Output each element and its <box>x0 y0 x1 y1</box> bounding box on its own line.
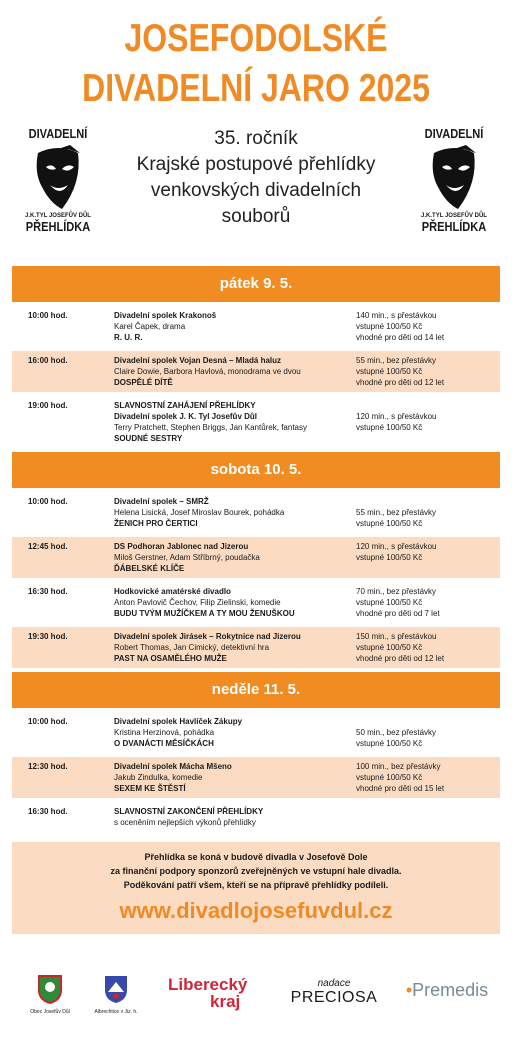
event-info-line: vstupné 100/50 Kč <box>356 773 423 782</box>
event-row <box>12 492 500 533</box>
logo-bottom-text: PŘEHLÍDKA <box>421 219 487 234</box>
day-band-sunday: neděle 11. 5. <box>12 672 500 708</box>
festival-logo-right <box>412 126 496 256</box>
event-time: 10:00 hod. <box>28 717 68 726</box>
event-group: Divadelní spolek Krakonoš <box>114 311 217 320</box>
event-time: 12:45 hod. <box>28 542 68 551</box>
event-time: 19:00 hod. <box>28 401 68 410</box>
event-row <box>12 306 500 347</box>
event-details <box>114 400 356 444</box>
event-play: SEXEM KE ŠTĚSTÍ <box>114 784 186 793</box>
event-play: ĎÁBELSKÉ KLÍČE <box>114 564 185 573</box>
event-details <box>114 496 356 529</box>
event-credit: Helena Lisická, Josef Miroslav Bourek, pohádka <box>114 508 285 517</box>
event-play: DOSPĚLÉ DÍTĚ <box>114 378 173 387</box>
theatre-mask-icon <box>28 143 88 213</box>
event-info-line <box>356 400 476 411</box>
intro-line-4: souborů <box>221 206 291 227</box>
event-info <box>356 541 476 574</box>
event-time: 12:30 hod. <box>28 762 68 771</box>
logo-top-text: DIVADELNÍ <box>28 126 88 141</box>
event-info-line: vstupné 100/50 Kč <box>356 553 423 562</box>
event-time: 19:30 hod. <box>28 632 68 641</box>
sponsor-label: Liberecký <box>168 975 248 994</box>
sponsor-premedis <box>402 980 492 1001</box>
event-play: O DVANÁCTI MĚSÍČKÁCH <box>114 739 214 748</box>
event-info <box>356 806 476 828</box>
theatre-mask-icon <box>424 143 484 213</box>
event-info <box>356 761 476 794</box>
event-time: 16:30 hod. <box>28 807 68 816</box>
sponsor-josefuv-dul <box>20 974 80 1015</box>
event-row <box>12 582 500 623</box>
event-time: 10:00 hod. <box>28 497 68 506</box>
event-details <box>114 355 356 388</box>
event-credit: Karel Čapek, drama <box>114 322 186 331</box>
logo-top-text: DIVADELNÍ <box>424 126 484 141</box>
event-row <box>12 712 500 753</box>
header <box>0 126 512 266</box>
event-details <box>114 586 356 619</box>
website-link[interactable]: www.divadlojosefuvdul.cz <box>119 898 393 923</box>
sponsor-liberecky-kraj <box>168 976 268 1010</box>
festival-logo-left <box>16 126 100 256</box>
event-info-line: 120 min., s přestávkou <box>356 542 437 551</box>
event-info-line: vhodné pro děti od 12 let <box>356 654 445 663</box>
page-title <box>0 14 512 114</box>
event-group: Divadelní spolek J. K. Tyl Josefův Důl <box>114 412 258 421</box>
sponsor-label: Obec Josefův Důl <box>30 1009 70 1015</box>
event-info-line: vhodné pro děti od 15 let <box>356 784 445 793</box>
sponsor-nadace-preciosa <box>288 978 380 1007</box>
event-play: SOUDNÉ SESTRY <box>114 434 183 443</box>
footer-line: Přehlídka se koná v budově divadla v Josefově Dole <box>144 852 368 862</box>
event-row <box>12 802 500 832</box>
intro-line-2: Krajské postupové přehlídky <box>136 154 376 175</box>
event-group: Hodkovické amatérské divadlo <box>114 587 231 596</box>
event-info <box>356 310 476 343</box>
event-info-line: vhodné pro děti od 12 let <box>356 378 445 387</box>
event-row <box>12 537 500 578</box>
event-credit: s oceněním nejlepších výkonů přehlídky <box>114 818 256 827</box>
event-credit: Kristina Herzinová, pohádka <box>114 728 215 737</box>
event-credit: Claire Dowie, Barbora Havlová, monodrama ve dvou <box>114 367 301 376</box>
event-credit: Jakub Zindulka, komedie <box>114 773 203 782</box>
event-details <box>114 716 356 749</box>
logo-small-text: J.K.TYL JOSEFŮV DŮL <box>421 213 487 219</box>
footer-line: Poděkování patří všem, kteří se na přípravě přehlídky podíleli. <box>123 880 389 890</box>
event-credit: Anton Pavlovič Čechov, Filip Zielinski, komedie <box>114 598 281 607</box>
event-details <box>114 541 356 574</box>
event-info-line: vstupné 100/50 Kč <box>356 739 423 748</box>
event-info-line: 70 min., bez přestávky <box>356 587 437 596</box>
event-details <box>114 806 356 828</box>
event-time: 10:00 hod. <box>28 311 68 320</box>
logo-bottom-text: PŘEHLÍDKA <box>25 219 91 234</box>
event-info-line: vstupné 100/50 Kč <box>356 423 423 432</box>
intro-text <box>110 126 402 230</box>
event-row <box>12 757 500 798</box>
event-info-line: 150 min., s přestávkou <box>356 632 437 641</box>
day-band-saturday: sobota 10. 5. <box>12 452 500 488</box>
event-group: Divadelní spolek Havlíček Zákupy <box>114 717 243 726</box>
event-credit: Miloš Gerstner, Adam Stříbrný, poudačka <box>114 553 260 562</box>
event-group: Divadelní spolek Jirásek – Rokytnice nad Jizerou <box>114 632 301 641</box>
event-info-line: 100 min., bez přestávky <box>356 762 441 771</box>
event-row <box>12 627 500 668</box>
event-credit: Robert Thomas, Jan Cimický, detektivní hra <box>114 643 270 652</box>
event-group: Divadelní spolek Mácha Mšeno <box>114 762 232 771</box>
event-info-line: vstupné 100/50 Kč <box>356 643 423 652</box>
event-info <box>356 631 476 664</box>
event-info-line: 55 min., bez přestávky <box>356 508 437 517</box>
footer-line: za finanční podpory sponzorů zveřejněných ve vstupní hale divadla. <box>110 866 402 876</box>
event-time: 16:30 hod. <box>28 587 68 596</box>
event-info <box>356 586 476 619</box>
title-line-1: JOSEFODOLSKÉ <box>124 17 388 60</box>
coat-of-arms-icon <box>103 974 129 1004</box>
event-info-line <box>356 496 476 507</box>
sponsor-bar <box>0 968 512 1028</box>
sponsor-albrechtice <box>90 974 142 1015</box>
event-details <box>114 631 356 664</box>
event-play: BUDU TVÝM MUŽÍČKEM A TY MOU ŽENUŠKOU <box>114 609 295 618</box>
event-row <box>12 351 500 392</box>
event-info <box>356 496 476 529</box>
event-row <box>12 396 500 448</box>
event-details <box>114 310 356 343</box>
logo-small-text: J.K.TYL JOSEFŮV DŮL <box>25 213 91 219</box>
sponsor-label: nadace <box>317 978 351 989</box>
event-info-line: 50 min., bez přestávky <box>356 728 437 737</box>
event-info-line: vstupné 100/50 Kč <box>356 598 423 607</box>
event-info <box>356 400 476 444</box>
event-play: PAST NA OSAMĚLÉHO MUŽE <box>114 654 227 663</box>
event-info-line: 120 min., s přestávkou <box>356 412 437 421</box>
title-line-2: DIVADELNÍ JARO 2025 <box>82 67 430 110</box>
event-info-line <box>356 716 476 727</box>
event-info-line: 140 min., s přestávkou <box>356 311 437 320</box>
intro-line-1: 35. ročník <box>214 128 298 149</box>
day-band-friday: pátek 9. 5. <box>12 266 500 302</box>
sponsor-label: Albrechtice v Jiz. h. <box>94 1009 138 1015</box>
event-group: Divadelní spolek Vojan Desná – Mladá haluz <box>114 356 282 365</box>
event-group: DS Podhoran Jablonec nad Jizerou <box>114 542 249 551</box>
event-info-line: vhodné pro děti od 7 let <box>356 609 440 618</box>
event-info-line: vstupné 100/50 Kč <box>356 519 423 528</box>
footer-note <box>12 842 500 934</box>
event-info <box>356 355 476 388</box>
event-group: SLAVNOSTNÍ ZAHÁJENÍ PŘEHLÍDKY <box>114 401 256 410</box>
event-play: ŽENICH PRO ČERTICI <box>114 519 198 528</box>
sponsor-label: Premedis <box>412 980 489 1000</box>
event-info-line: vstupné 100/50 Kč <box>356 322 423 331</box>
sponsor-label: PRECIOSA <box>290 989 378 1006</box>
coat-of-arms-icon <box>37 974 63 1004</box>
event-info <box>356 716 476 749</box>
event-info-line: vstupné 100/50 Kč <box>356 367 423 376</box>
event-details <box>114 761 356 794</box>
event-info-line: vhodné pro děti od 14 let <box>356 333 445 342</box>
event-info-line: 55 min., bez přestávky <box>356 356 437 365</box>
premedis-mark-icon: • <box>405 980 413 1000</box>
intro-line-3: venkovských divadelních <box>150 180 362 201</box>
event-group: Divadelní spolek – SMRŽ <box>114 497 209 506</box>
event-play: R. U. R. <box>114 333 143 342</box>
sponsor-label: kraj <box>210 992 241 1011</box>
event-credit: Terry Pratchett, Stephen Briggs, Jan Kantůrek, fantasy <box>114 423 307 432</box>
event-group: SLAVNOSTNÍ ZAKONČENÍ PŘEHLÍDKY <box>114 807 264 816</box>
event-time: 16:00 hod. <box>28 356 68 365</box>
